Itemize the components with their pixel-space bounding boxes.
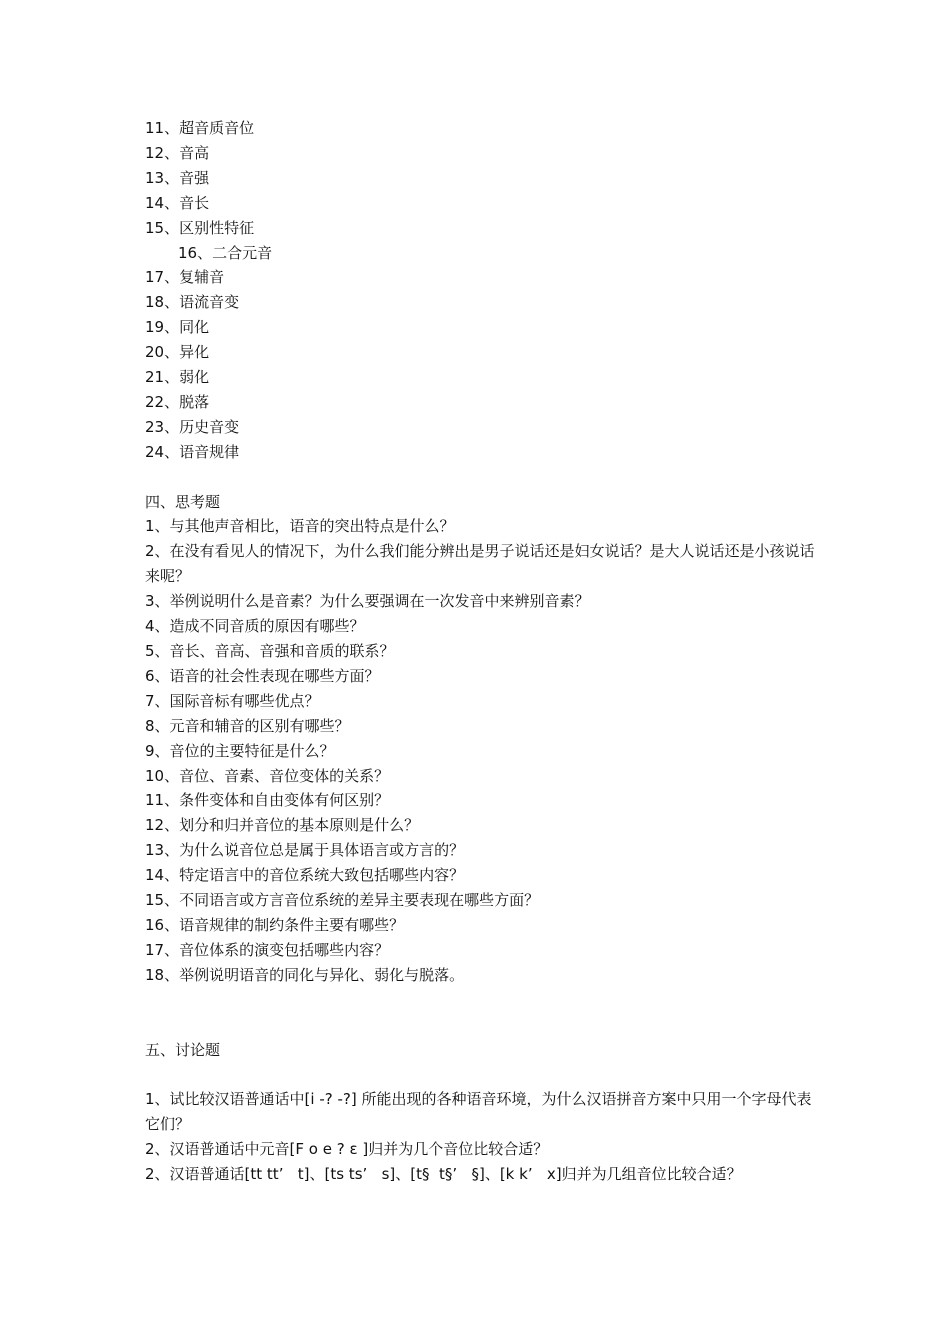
question-item: 18、举例说明语音的同化与异化、弱化与脱落。 — [145, 965, 465, 984]
spacer — [145, 1062, 817, 1087]
question-item: 12、划分和归并音位的基本原则是什么？ — [145, 816, 420, 835]
document-page — [145, 116, 817, 1187]
term-item: 24、语音规律 — [145, 442, 240, 461]
question-item: 15、不同语言或方言音位系统的差异主要表现在哪些方面？ — [145, 891, 540, 910]
question-item: 1、试比较汉语普通话中[i -? -?] 所能出现的各种语音环境，为什么汉语拼音方案中只用一个字母代表它们？ — [145, 1090, 812, 1134]
section-heading: 四、思考题 — [145, 492, 221, 511]
question-item: 2、汉语普通话[tt tt’ t]、[ts ts’ s]、[t§ t§’ §]、[k k’ x]归并为几组音位比较合适？ — [145, 1165, 742, 1184]
question-item: 2、在没有看见人的情况下，为什么我们能分辨出是男子说话还是妇女说话？是大人说话还是小孩说话来呢？ — [145, 542, 815, 586]
term-item: 22、脱落 — [145, 392, 210, 411]
question-item: 16、语音规律的制约条件主要有哪些？ — [145, 915, 405, 934]
spacer — [145, 465, 817, 490]
question-item: 9、音位的主要特征是什么？ — [145, 741, 335, 760]
term-item: 12、音高 — [145, 143, 210, 162]
question-item: 4、造成不同音质的原因有哪些？ — [145, 617, 365, 636]
question-item: 6、语音的社会性表现在哪些方面？ — [145, 666, 380, 685]
question-item: 14、特定语言中的音位系统大致包括哪些内容？ — [145, 866, 465, 885]
term-item: 19、同化 — [145, 318, 210, 337]
question-item: 5、音长、音高、音强和音质的联系？ — [145, 642, 395, 661]
question-item: 11、条件变体和自由变体有何区别？ — [145, 791, 390, 810]
question-item: 1、与其他声音相比，语音的突出特点是什么？ — [145, 517, 455, 536]
term-item: 14、音长 — [145, 193, 210, 212]
question-item: 13、为什么说音位总是属于具体语言或方言的？ — [145, 841, 465, 860]
term-item: 11、超音质音位 — [145, 119, 255, 137]
term-list — [145, 116, 817, 465]
term-item: 21、弱化 — [145, 368, 210, 387]
question-item: 3、举例说明什么是音素？为什么要强调在一次发音中来辨别音素？ — [145, 592, 590, 611]
term-item: 17、复辅音 — [145, 268, 225, 287]
question-item: 8、元音和辅音的区别有哪些？ — [145, 716, 350, 735]
term-item: 20、异化 — [145, 343, 210, 362]
term-item: 18、语流音变 — [145, 293, 240, 312]
term-item: 13、音强 — [145, 168, 210, 187]
question-item: 10、音位、音素、音位变体的关系？ — [145, 766, 390, 785]
question-item: 17、音位体系的演变包括哪些内容？ — [145, 940, 390, 959]
spacer — [145, 988, 817, 1038]
term-item: 15、区别性特征 — [145, 218, 255, 237]
question-item: 2、汉语普通话中元音[F o e ? ε ]归并为几个音位比较合适？ — [145, 1140, 549, 1159]
section-heading: 五、讨论题 — [145, 1040, 221, 1059]
term-item: 23、历史音变 — [145, 417, 240, 436]
term-item: 16、二合元音 — [178, 243, 273, 262]
question-item: 7、国际音标有哪些优点？ — [145, 691, 320, 710]
section-thinking-questions — [145, 490, 817, 988]
section-discussion-questions — [145, 1038, 817, 1187]
